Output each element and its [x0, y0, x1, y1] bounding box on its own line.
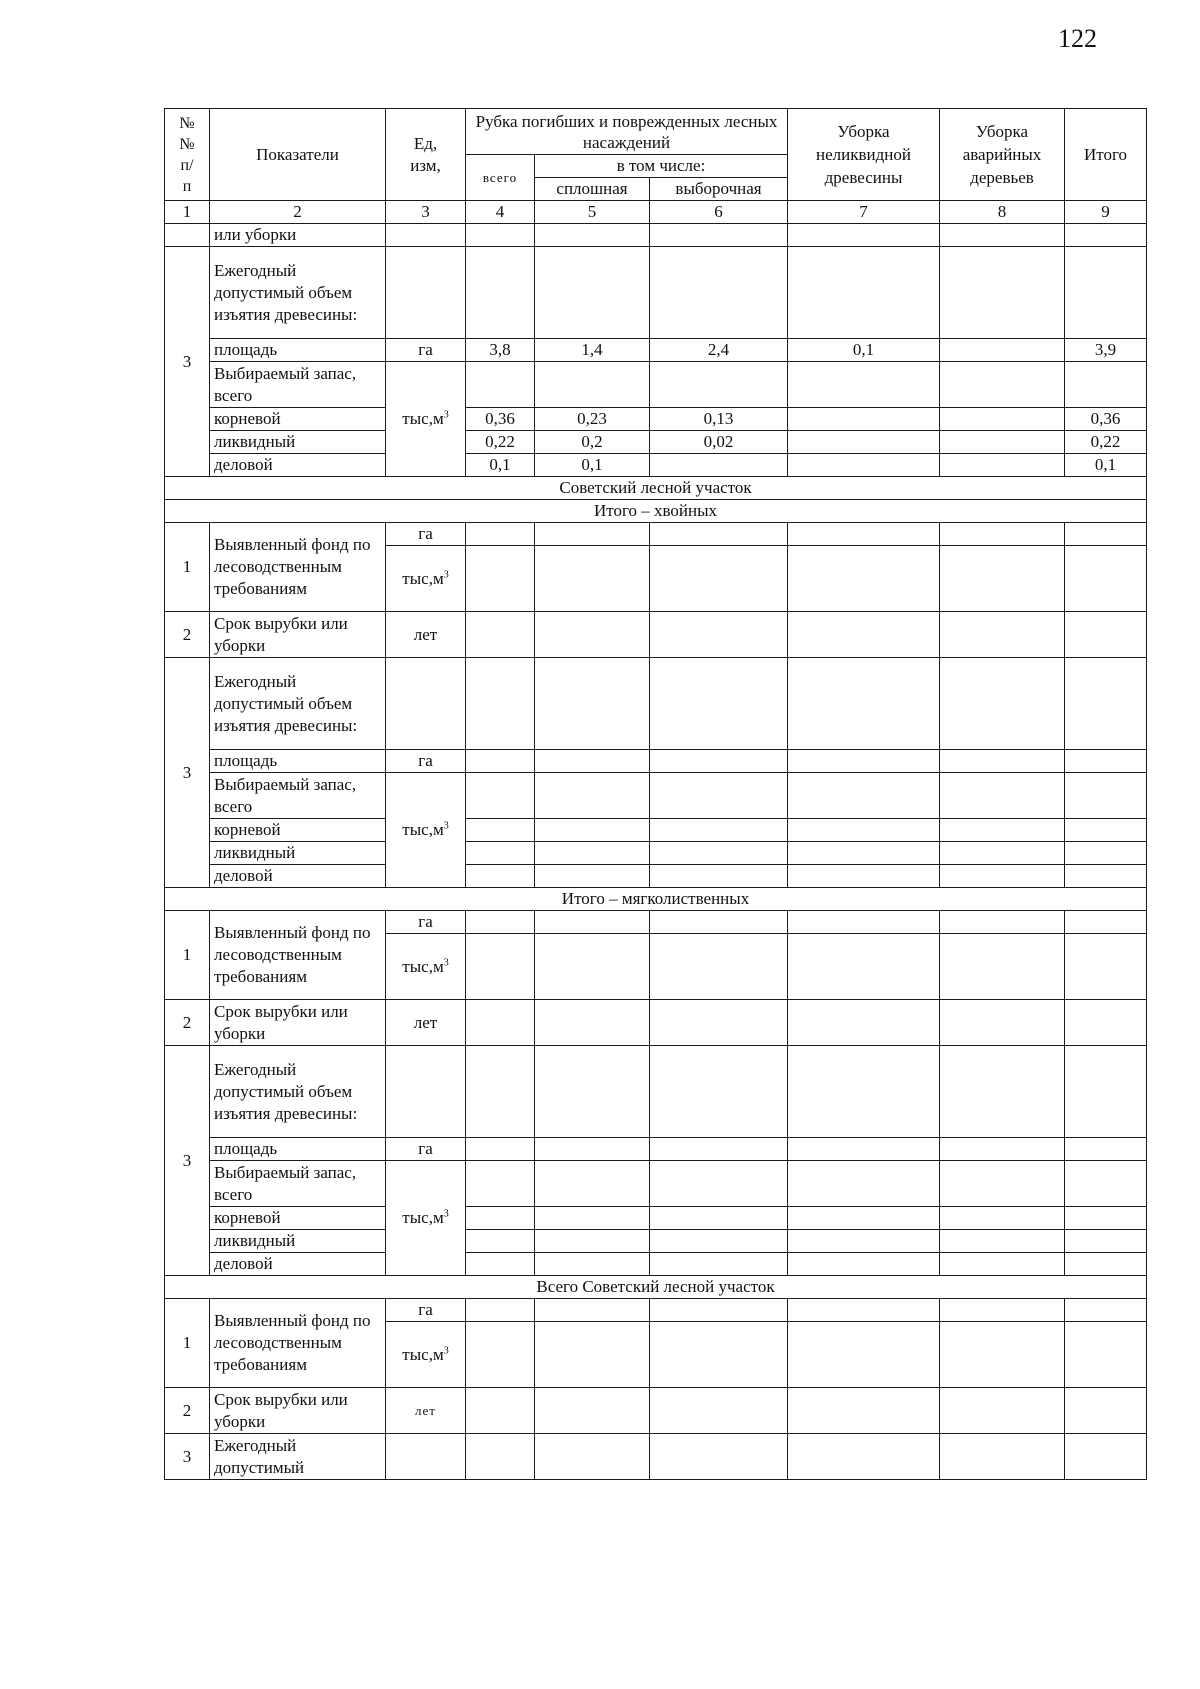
row-label-commercial: деловой	[210, 1253, 386, 1276]
col-header-indicators: Показатели	[210, 109, 386, 201]
row-label-harvest-stock: Выбираемый запас, всего	[210, 773, 386, 819]
col-header-felling-group: Рубка погибших и поврежденных лесных насаждений	[466, 109, 788, 155]
col-number: 1	[165, 201, 210, 224]
row-label-annual-allowable: Ежегодный допустимый объем изъятия древесины:	[210, 247, 386, 339]
row-label-liquid: ликвидный	[210, 431, 386, 454]
row-label-cutting-term: Срок вырубки или уборки	[210, 1388, 386, 1434]
row-number: 3	[165, 1046, 210, 1276]
value-area-illiquid: 0,1	[788, 339, 940, 362]
col-header-unit: Ед, изм,	[386, 109, 466, 201]
section-title-total-sovetsky: Всего Советский лесной участок	[165, 1276, 1147, 1299]
unit-ha: га	[386, 911, 466, 934]
row-label-identified-fund: Выявленный фонд по лесоводственным требованиям	[210, 1299, 386, 1388]
value-liquid-clear: 0,2	[535, 431, 650, 454]
row-label-area: площадь	[210, 750, 386, 773]
col-number: 9	[1065, 201, 1147, 224]
value-area-sum: 3,9	[1065, 339, 1147, 362]
unit-ha: га	[386, 1299, 466, 1322]
col-header-selective: выборочная	[650, 178, 788, 201]
row-label-commercial: деловой	[210, 454, 386, 477]
row-label-liquid: ликвидный	[210, 842, 386, 865]
unit-thousand-m3: $тыс,м^3$	[386, 934, 466, 1000]
col-number: 7	[788, 201, 940, 224]
value-area-selective: 2,4	[650, 339, 788, 362]
col-number: 3	[386, 201, 466, 224]
section-title-softwood: Итого – мягколиственных	[165, 888, 1147, 911]
col-header-total-all: всего	[466, 155, 535, 201]
col-header-including: в том числе:	[535, 155, 788, 178]
unit-ha: га	[386, 750, 466, 773]
row-label-growing: корневой	[210, 1207, 386, 1230]
row-label-harvest-stock: Выбираемый запас, всего	[210, 362, 386, 408]
unit-thousand-m3: $тыс,м^3$	[386, 1322, 466, 1388]
row-label-area: площадь	[210, 1138, 386, 1161]
col-header-number: № № п/ п	[165, 109, 210, 201]
row-label-cutting-term: Срок вырубки или уборки	[210, 1000, 386, 1046]
value-growing-total: 0,36	[466, 408, 535, 431]
value-liquid-selective: 0,02	[650, 431, 788, 454]
row-number: 3	[165, 1434, 210, 1480]
section-title-sovetsky: Советский лесной участок	[165, 477, 1147, 500]
value-commercial-total: 0,1	[466, 454, 535, 477]
unit-years: лет	[386, 1388, 466, 1434]
row-label-identified-fund: Выявленный фонд по лесоводственным требованиям	[210, 911, 386, 1000]
unit-ha: га	[386, 1138, 466, 1161]
row-number: 3	[165, 658, 210, 888]
row-label-cutting-term: Срок вырубки или уборки	[210, 612, 386, 658]
unit-ha: га	[386, 339, 466, 362]
col-number: 6	[650, 201, 788, 224]
row-label-or-cleanup: или уборки	[210, 224, 386, 247]
unit-thousand-m3: $тыс,м^3$	[386, 362, 466, 477]
row-label-harvest-stock: Выбираемый запас, всего	[210, 1161, 386, 1207]
row-number: 3	[165, 247, 210, 477]
col-number: 8	[940, 201, 1065, 224]
row-number: 1	[165, 523, 210, 612]
unit-thousand-m3: $тыс,м^3$	[386, 546, 466, 612]
row-label-annual-allowable: Ежегодный допустимый объем изъятия древесины:	[210, 658, 386, 750]
value-liquid-sum: 0,22	[1065, 431, 1147, 454]
row-label-commercial: деловой	[210, 865, 386, 888]
col-header-clear: сплошная	[535, 178, 650, 201]
row-label-annual-allowable: Ежегодный допустимый объем изъятия древесины:	[210, 1046, 386, 1138]
unit-ha: га	[386, 523, 466, 546]
unit-years: лет	[386, 612, 466, 658]
value-growing-sum: 0,36	[1065, 408, 1147, 431]
value-area-clear: 1,4	[535, 339, 650, 362]
unit-thousand-m3: $тыс,м^3$	[386, 1161, 466, 1276]
col-header-illiquid: Уборка неликвидной древесины	[788, 109, 940, 201]
value-area-total: 3,8	[466, 339, 535, 362]
row-label-area: площадь	[210, 339, 386, 362]
page-number: 122	[1058, 24, 1097, 53]
section-title-conifers: Итого – хвойных	[165, 500, 1147, 523]
value-liquid-total: 0,22	[466, 431, 535, 454]
col-number: 2	[210, 201, 386, 224]
value-growing-selective: 0,13	[650, 408, 788, 431]
value-commercial-sum: 0,1	[1065, 454, 1147, 477]
col-number: 4	[466, 201, 535, 224]
row-label-growing: корневой	[210, 408, 386, 431]
row-label-growing: корневой	[210, 819, 386, 842]
row-label-liquid: ликвидный	[210, 1230, 386, 1253]
col-header-emergency: Уборка аварийных деревьев	[940, 109, 1065, 201]
row-number: 2	[165, 1000, 210, 1046]
unit-thousand-m3: $тыс,м^3$	[386, 773, 466, 888]
row-number: 1	[165, 1299, 210, 1388]
col-number: 5	[535, 201, 650, 224]
col-header-total: Итого	[1065, 109, 1147, 201]
row-number: 2	[165, 1388, 210, 1434]
row-number: 2	[165, 612, 210, 658]
row-label-identified-fund: Выявленный фонд по лесоводственным требованиям	[210, 523, 386, 612]
value-growing-clear: 0,23	[535, 408, 650, 431]
felling-volume-table	[164, 108, 1147, 1480]
row-number: 1	[165, 911, 210, 1000]
row-label-annual-allowable-short: Ежегодный допустимый	[210, 1434, 386, 1480]
value-commercial-clear: 0,1	[535, 454, 650, 477]
unit-years: лет	[386, 1000, 466, 1046]
